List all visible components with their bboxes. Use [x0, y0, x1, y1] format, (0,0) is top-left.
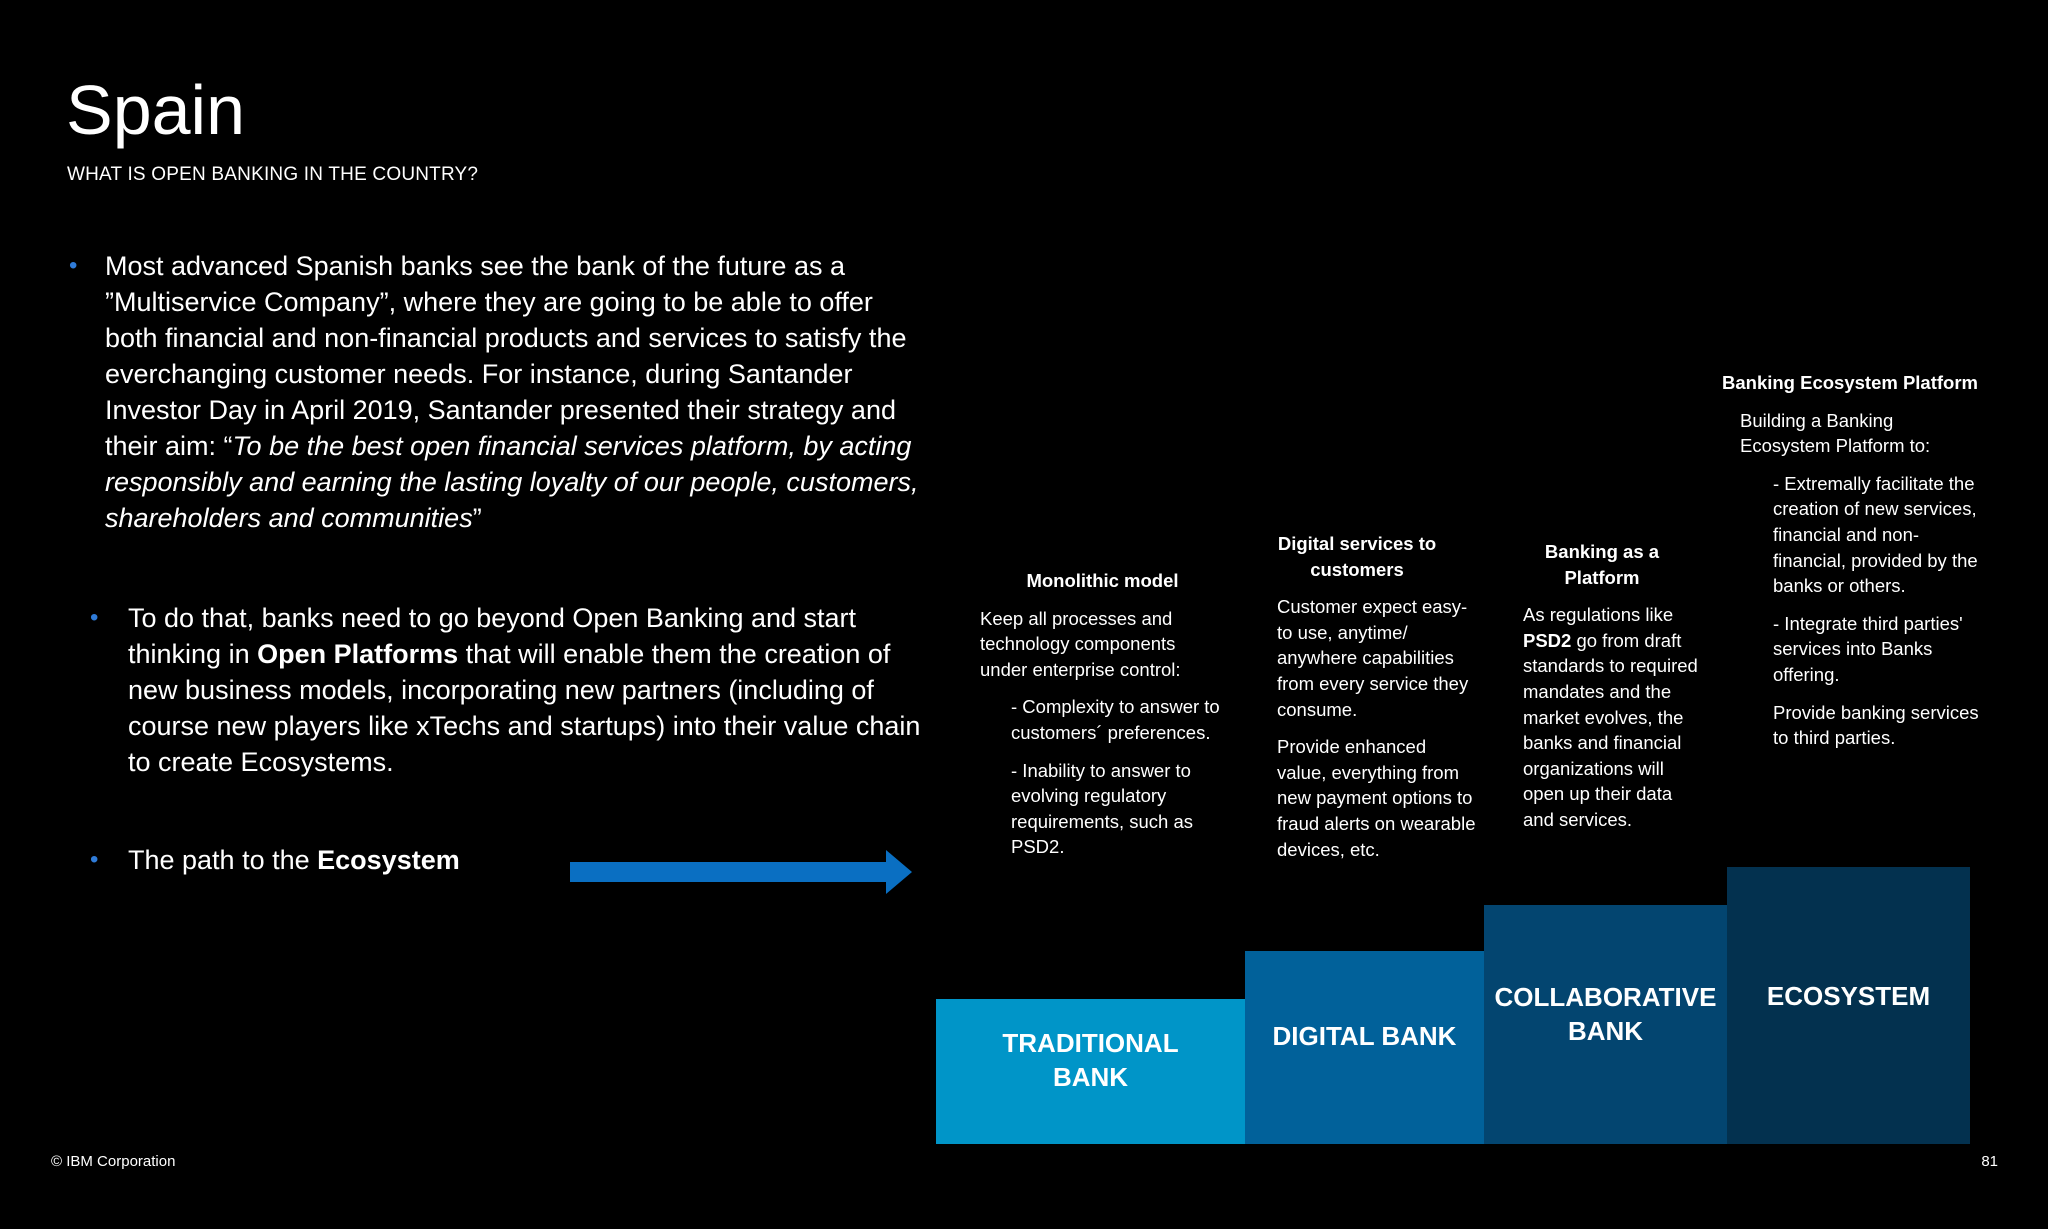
page-title: Spain — [66, 71, 246, 149]
bullet-text: To do that, banks need to go beyond Open Banking and start thinking in — [128, 603, 857, 669]
step-label: COLLABORATIVE BANK — [1494, 982, 1717, 1046]
open-platforms-bold: Open Platforms — [257, 639, 459, 669]
bullet-multiservice — [69, 248, 925, 536]
column-text: Provide banking services to third parties. — [1773, 701, 1979, 749]
column-text: - Extremally facilitate the creation of new services, financial and non-financial, provided by the banks or others. — [1773, 472, 1978, 597]
column-text: Keep all processes and technology components under enterprise control: — [980, 607, 1181, 680]
bullet-text-end: that will enable them the creation of new business models, incorporating new partners (including of course new players like xTechs and startups) into their value chain to create Ecosystems. — [128, 639, 921, 777]
bullet-dot: • — [90, 604, 99, 631]
column-text: - Complexity to answer to customers´ preferences. — [1011, 696, 1220, 743]
column-text: Customer expect easy-to use, anytime/ anywhere capabilities from every service they consume. — [1277, 596, 1469, 720]
footer-copyright: © IBM Corporation — [51, 1153, 176, 1170]
ecosystem-bold: Ecosystem — [317, 845, 460, 875]
step-digital-bank — [1245, 951, 1484, 1144]
bullet-ecosystem-path — [90, 842, 628, 878]
step-traditional-bank — [936, 999, 1245, 1144]
column-text: Provide enhanced value, everything from new payment options to fraud alerts on wearable devices, etc. — [1277, 736, 1476, 860]
column-heading: Monolithic model — [1026, 570, 1179, 591]
column-text: - Inability to answer to evolving regulatory requirements, such as PSD2. — [1011, 759, 1194, 858]
column-text — [1505, 602, 1705, 832]
column-heading: Digital services to customers — [1277, 533, 1437, 580]
arrow-right-icon — [570, 848, 912, 896]
column-ecosystem-platform — [1722, 370, 1982, 763]
step-collaborative-bank — [1484, 905, 1727, 1144]
quote-end: ” — [472, 503, 482, 533]
bullet-text: The path to the — [128, 845, 318, 875]
column-text-end: go from draft standards to required mandates and the market evolves, the banks and financial organizations will open up their data and services. — [1523, 629, 1698, 830]
page-number: 81 — [1981, 1153, 1998, 1170]
page-subtitle: WHAT IS OPEN BANKING IN THE COUNTRY? — [67, 164, 479, 185]
santander-quote: To be the best open financial services platform, by acting responsibly and earning the lasting loyalty of our people, customers, shareholders and communities — [105, 431, 919, 533]
column-banking-platform — [1505, 539, 1705, 845]
column-text: - Integrate third parties' services into Banks offering. — [1773, 612, 1963, 685]
column-heading: Banking as a Platform — [1544, 541, 1660, 588]
column-digital-services — [1277, 531, 1477, 874]
bullet-dot: • — [69, 252, 78, 279]
bullet-open-platforms — [90, 600, 928, 780]
bullet-dot: • — [90, 846, 99, 873]
column-text: Building a Banking Ecosystem Platform to: — [1740, 409, 1931, 457]
column-monolithic — [980, 568, 1225, 872]
step-label: TRADITIONAL BANK — [1002, 1028, 1179, 1092]
step-ecosystem — [1727, 867, 1970, 1144]
column-heading: Banking Ecosystem Platform — [1722, 372, 1978, 393]
column-text-start: As regulations like — [1523, 604, 1674, 626]
bullet-text: Most advanced Spanish banks see the bank of the future as a ”Multiservice Company”, where they are going to be able to offer both financial and non-financial products and services to satisfy the everchanging customer needs. For instance, during Santander Investor Day in April 2019, Santander presented their strategy and their aim: “ — [105, 251, 907, 461]
step-label: ECOSYSTEM — [1766, 981, 1931, 1011]
step-label: DIGITAL BANK — [1272, 1021, 1457, 1051]
psd2-bold: PSD2 — [1523, 629, 1572, 651]
